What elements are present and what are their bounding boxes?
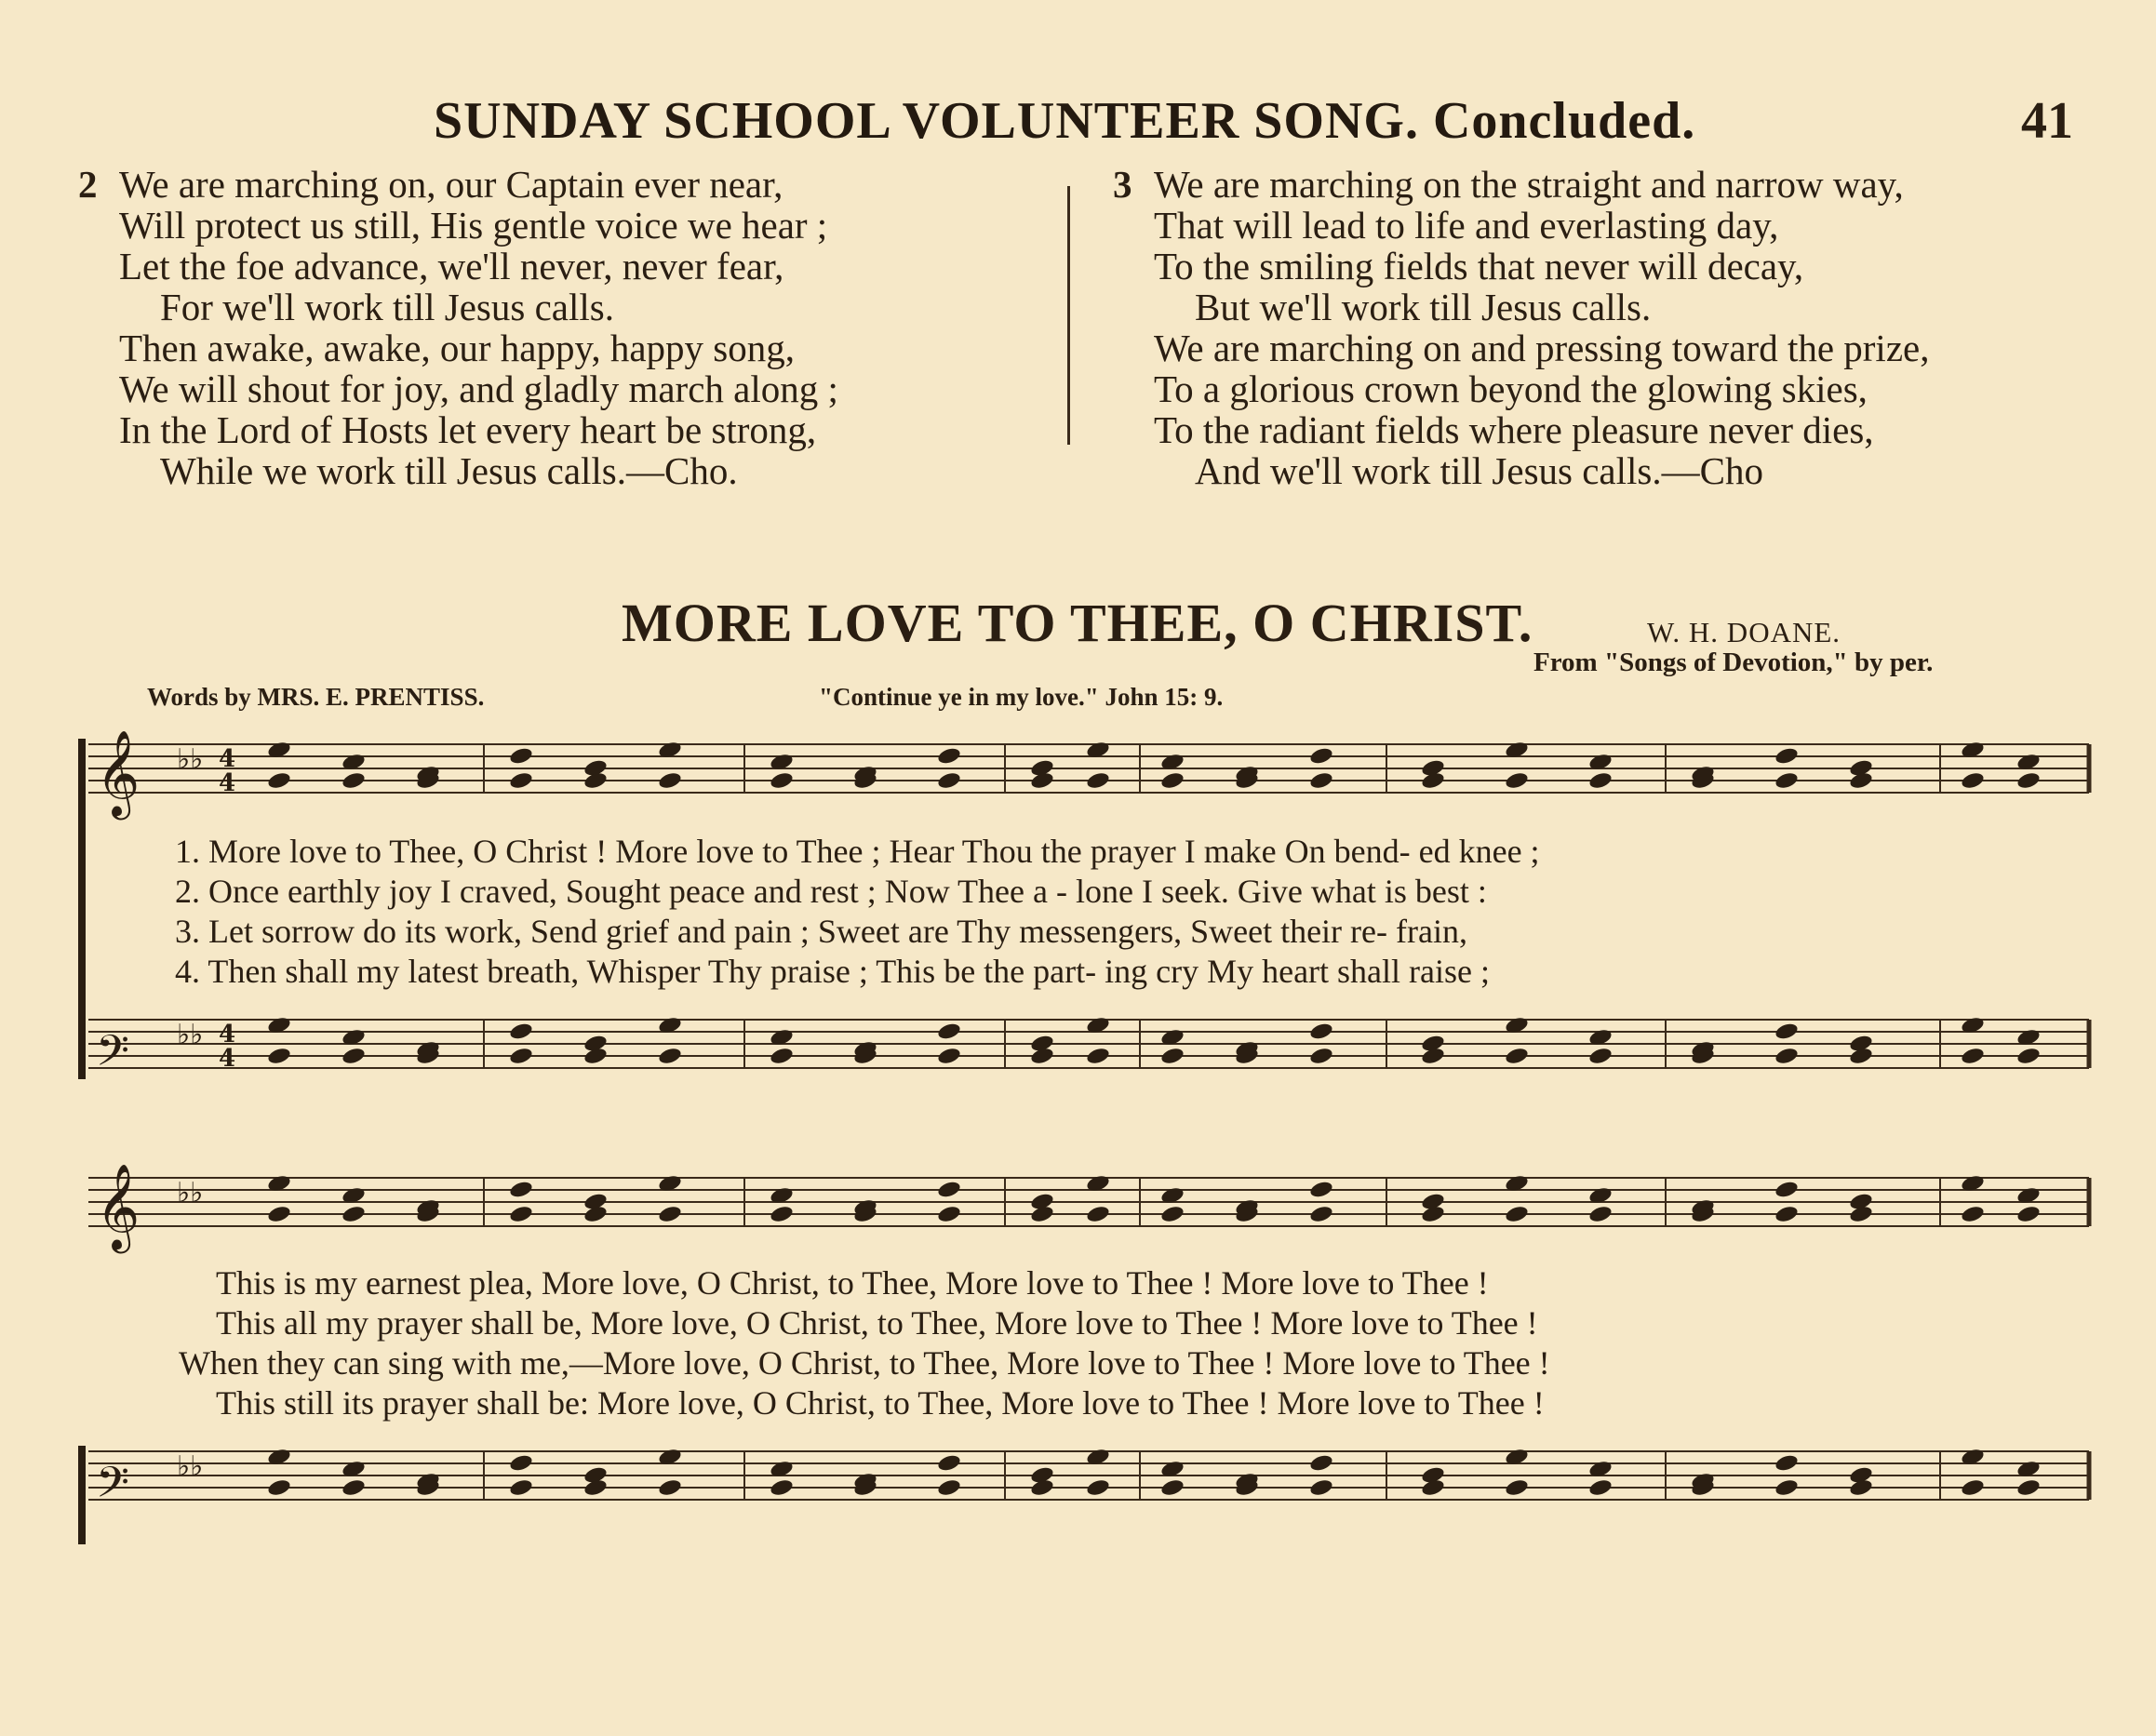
lyric-line: This is my earnest plea, More love, O Christ, to Thee, More love to Thee ! More love to Thee !: [216, 1264, 1489, 1302]
verse-line: And we'll work till Jesus calls.—Cho: [1195, 449, 1763, 492]
verse-line: While we work till Jesus calls.—Cho.: [160, 449, 738, 492]
verse-line: We are marching on the straight and narrow way,: [1154, 163, 1904, 206]
lyric-line: 4. Then shall my latest breath, Whisper Thy praise ; This be the part- ing cry My heart shall raise ;: [175, 953, 1490, 990]
svg-text:𝄢: 𝄢: [96, 1458, 130, 1518]
svg-text:𝄞: 𝄞: [96, 1163, 141, 1249]
svg-text:4: 4: [219, 1021, 236, 1048]
lyrics-system-2: [179, 1263, 1550, 1423]
verse-line: Let the foe advance, we'll never, never fear,: [119, 245, 784, 287]
song-title: MORE LOVE TO THEE, O CHRIST.: [622, 593, 1533, 653]
svg-text:♭♭: ♭♭: [177, 1450, 204, 1483]
lyric-line: This all my prayer shall be, More love, O Christ, to Thee, More love to Thee ! More love to Thee !: [216, 1304, 1538, 1342]
svg-text:4: 4: [219, 745, 236, 773]
verse-line: To the smiling fields that never will decay,: [1154, 245, 1804, 287]
verse-left-number: 2: [78, 163, 98, 206]
page-number: 41: [2021, 92, 2073, 150]
svg-text:𝄞: 𝄞: [96, 729, 141, 816]
lyric-line: 1. More love to Thee, O Christ ! More love to Thee ; Hear Thou the prayer I make On bend- ed knee ;: [175, 833, 1540, 870]
lyric-line: This still its prayer shall be: More love, O Christ, to Thee, More love to Thee ! More love to Thee !: [216, 1384, 1545, 1422]
verse-line: We are marching on and pressing toward the prize,: [1154, 327, 1930, 369]
verse-right-number: 3: [1113, 163, 1132, 206]
svg-text:4: 4: [219, 1045, 236, 1073]
verse-line: To the radiant fields where pleasure never dies,: [1154, 408, 1874, 451]
verse-line: Then awake, awake, our happy, happy song,: [119, 327, 795, 369]
verse-line: We are marching on, our Captain ever near,: [119, 163, 783, 206]
composer-credit: W. H. DOANE.: [1647, 616, 1841, 648]
verse-line: But we'll work till Jesus calls.: [1195, 286, 1652, 328]
page-header-title: SUNDAY SCHOOL VOLUNTEER SONG. Concluded.: [434, 92, 1696, 150]
verse-line: To a glorious crown beyond the glowing skies,: [1154, 367, 1868, 410]
svg-text:♭♭: ♭♭: [177, 1177, 204, 1209]
scripture-reference: "Continue ye in my love." John 15: 9.: [819, 683, 1224, 711]
lyrics-system-1: [175, 832, 1540, 992]
verse-line: We will shout for joy, and gladly march along ;: [119, 367, 838, 410]
svg-text:𝄢: 𝄢: [96, 1026, 130, 1087]
verse-line: For we'll work till Jesus calls.: [160, 286, 614, 328]
system-brackets: [78, 739, 86, 1544]
svg-text:♭♭: ♭♭: [177, 1019, 204, 1051]
lyric-line: When they can sing with me,—More love, O Christ, to Thee, More love to Thee ! More love to Thee !: [179, 1344, 1550, 1382]
lyric-line: 2. Once earthly joy I craved, Sought peace and rest ; Now Thee a - lone I seek. Give what is best :: [175, 873, 1487, 910]
source-credit: From "Songs of Devotion," by per.: [1533, 648, 1934, 677]
verse-line: Will protect us still, His gentle voice we hear ;: [119, 204, 828, 247]
lyric-line: 3. Let sorrow do its work, Send grief and pain ; Sweet are Thy messengers, Sweet their re- frain,: [175, 913, 1467, 950]
svg-text:♭♭: ♭♭: [177, 743, 204, 776]
verse-line: That will lead to life and everlasting day,: [1154, 204, 1779, 247]
lyricist-credit: Words by MRS. E. PRENTISS.: [147, 683, 485, 711]
svg-text:4: 4: [219, 769, 236, 797]
verse-line: In the Lord of Hosts let every heart be strong,: [119, 408, 817, 451]
